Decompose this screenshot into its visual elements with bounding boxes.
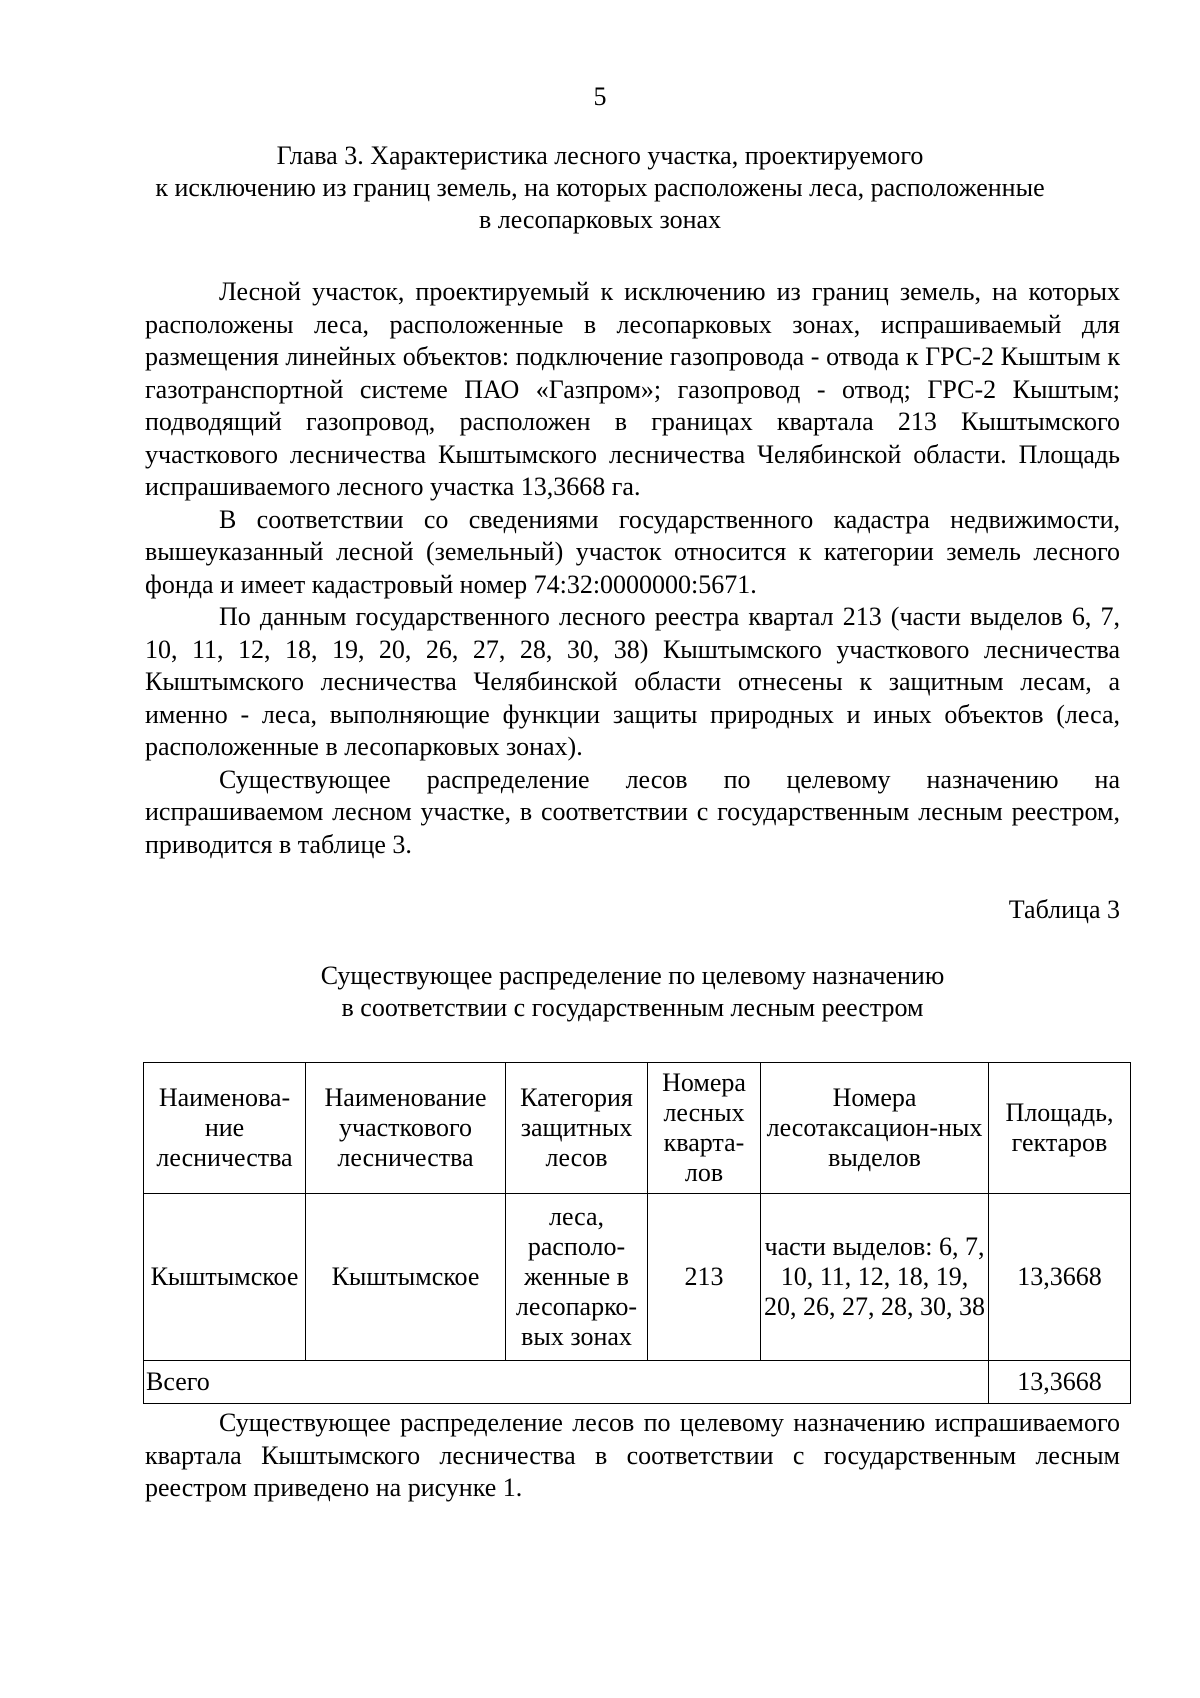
- paragraph-distribution: Существующее распределение лесов по целевому назначению на испрашиваемом лесном участке, в соответствии с государственным лесным реестром, приводится в таблице 3.: [145, 764, 1120, 859]
- body-text: [145, 276, 1120, 861]
- chapter-title-line-1: Глава 3. Характеристика лесного участка, проектируемого: [276, 141, 924, 170]
- table-title: [145, 960, 1120, 1024]
- paragraph-forest-registry: По данным государственного лесного реестра квартал 213 (части выделов 6, 7, 10, 11, 12, 18, 19, 20, 26, 27, 28, 30, 38) Кыштымского участкового лесничества Кыштымского лесничества Челябинской области отнесены к защитным лесам, а именно - леса, выполняющие функции защиты природных и иных объектов (леса, расположенные в лесопарковых зонах).: [145, 602, 1120, 761]
- cell-plots: части выделов: 6, 7, 10, 11, 12, 18, 19, 20, 26, 27, 28, 30, 38: [761, 1194, 989, 1361]
- header-category: Категория защитных лесов: [506, 1063, 648, 1194]
- page-number: 5: [593, 82, 607, 111]
- forest-distribution-table: [143, 1062, 1131, 1404]
- cell-area: 13,3668: [989, 1194, 1131, 1361]
- table-total-row: [144, 1361, 1131, 1404]
- header-plots: Номера лесотаксацион-ных выделов: [761, 1063, 989, 1194]
- cell-quarter: 213: [648, 1194, 761, 1361]
- header-area: Площадь, гектаров: [989, 1063, 1131, 1194]
- chapter-title: [100, 140, 1100, 236]
- table-label: Таблица 3: [1008, 895, 1120, 924]
- paragraph-figure-reference: Существующее распределение лесов по целевому назначению испрашиваемого квартала Кыштымского лесничества в соответствии с государственным лесным реестром приведено на рисунке 1.: [145, 1408, 1120, 1502]
- chapter-title-line-2: к исключению из границ земель, на которых расположены леса, расположенные: [155, 173, 1045, 202]
- cell-district-forestry: Кыштымское: [306, 1194, 506, 1361]
- table-header-row: [144, 1063, 1131, 1194]
- cell-forestry: Кыштымское: [144, 1194, 306, 1361]
- table-title-line-2: в соответствии с государственным лесным реестром: [341, 993, 924, 1022]
- table-title-line-1: Существующее распределение по целевому назначению: [320, 961, 945, 990]
- cell-category: леса, располо-женные в лесопарко-вых зонах: [506, 1194, 648, 1361]
- header-forestry: Наименова-ние лесничества: [144, 1063, 306, 1194]
- chapter-title-line-3: в лесопарковых зонах: [478, 205, 722, 234]
- header-district-forestry: Наименование участкового лесничества: [306, 1063, 506, 1194]
- table-row: [144, 1194, 1131, 1361]
- header-quarter: Номера лесных кварта-лов: [648, 1063, 761, 1194]
- paragraph-cadastre: В соответствии со сведениями государственного кадастра недвижимости, вышеуказанный лесной (земельный) участок относится к категории земель лесного фонда и имеет кадастровый номер 74:32:0000000:5671.: [145, 504, 1120, 599]
- closing-text: [145, 1407, 1120, 1505]
- total-label: Всего: [144, 1361, 989, 1404]
- total-area: 13,3668: [989, 1361, 1131, 1404]
- paragraph-land-plot: Лесной участок, проектируемый к исключению из границ земель, на которых расположены леса, расположенные в лесопарковых зонах, испрашиваемый для размещения линейных объектов: подключение газопровода - отвода к ГРС-2 Кыштым к газотранспортной системе ПАО «Газпром»; газопровод - отвод; ГРС-2 Кыштым; подводящий газопровод, расположен в границах квартала 213 Кыштымского участкового лесничества Кыштымского лесничества Челябинской области. Площадь испрашиваемого лесного участка 13,3668 га.: [145, 277, 1120, 501]
